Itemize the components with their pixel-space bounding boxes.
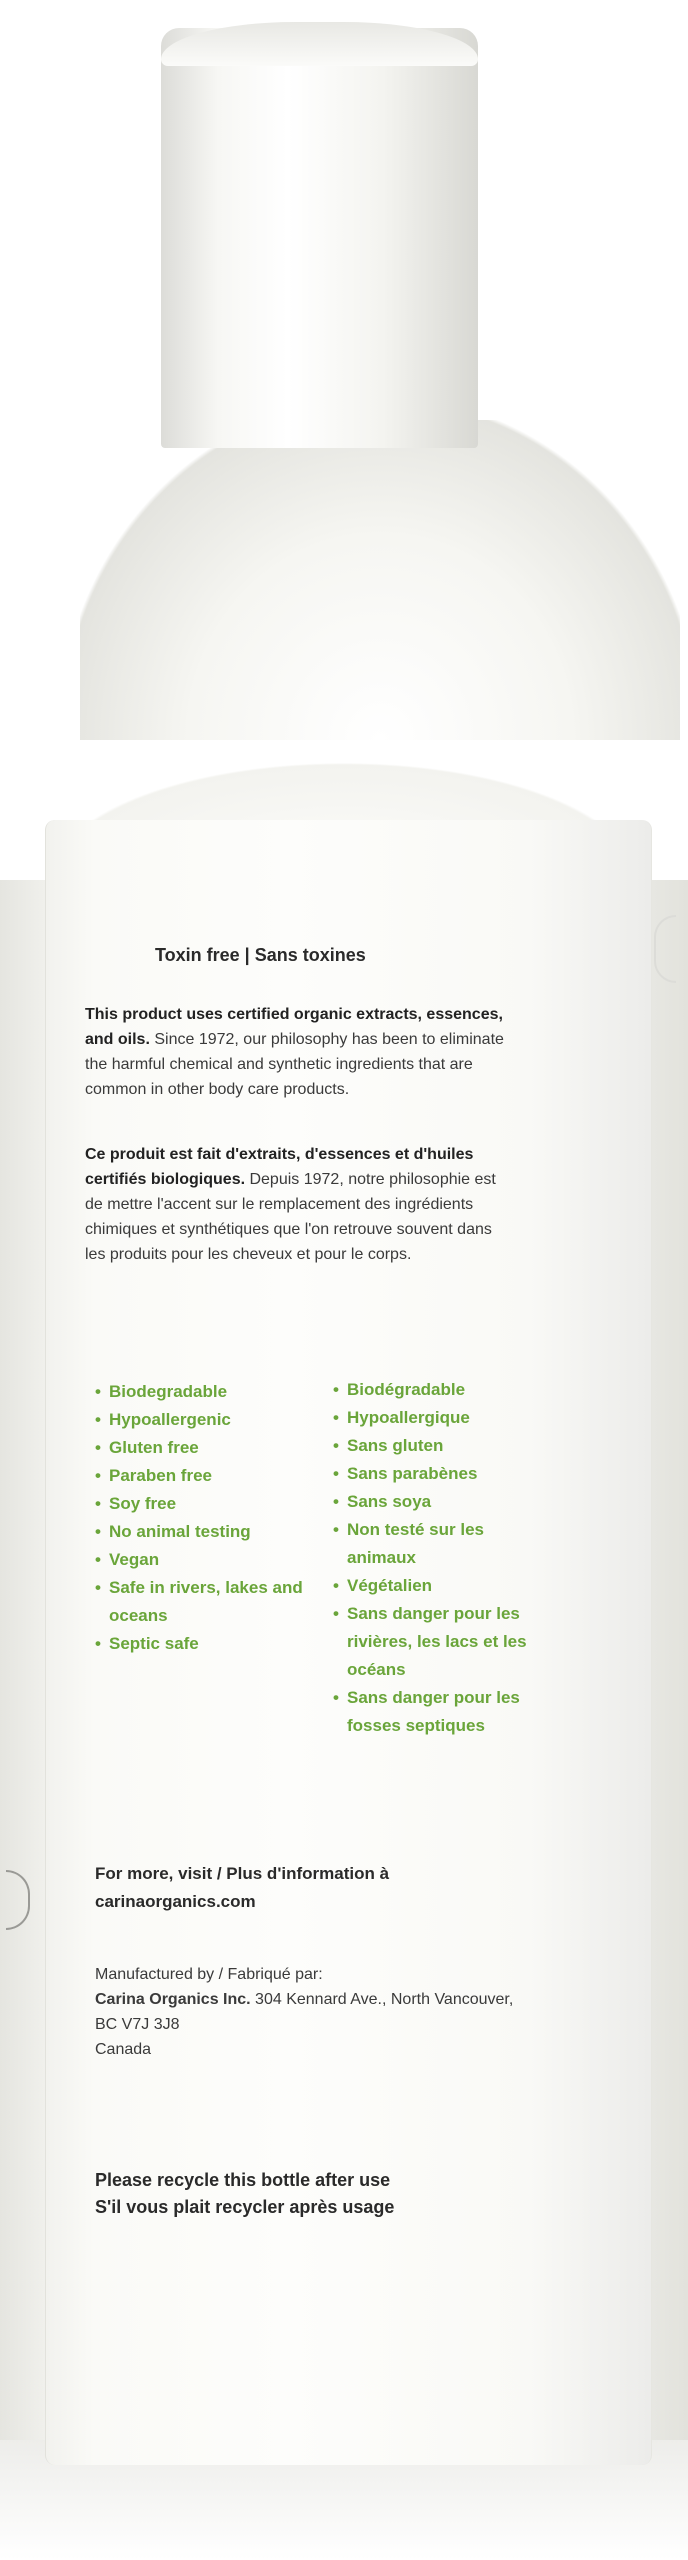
feature-item: • Sans gluten bbox=[333, 1432, 553, 1460]
website-link: carinaorganics.com bbox=[95, 1892, 256, 1911]
feature-item: • Biodégradable bbox=[333, 1376, 553, 1404]
feature-item: • Biodegradable bbox=[95, 1378, 315, 1406]
feature-item: • Soy free bbox=[95, 1490, 315, 1518]
english-intro-rest: Since 1972, our philosophy has been to eliminate the harmful chemical and synthetic ingredients that are common in other body care products. bbox=[85, 1031, 504, 1098]
english-intro bbox=[85, 1002, 505, 1102]
feature-item: • Safe in rivers, lakes and oceans bbox=[95, 1574, 315, 1630]
logo-edge-icon bbox=[654, 915, 676, 983]
visit-line: For more, visit / Plus d'information à bbox=[95, 1864, 390, 1883]
feature-item: • Sans danger pour les rivières, les lacs et les océans bbox=[333, 1600, 553, 1684]
features-list-french bbox=[333, 1376, 553, 1740]
manufactured-by-label: Manufactured by / Fabriqué par: bbox=[95, 1966, 323, 1983]
company-name: Carina Organics Inc. bbox=[95, 1991, 251, 2008]
feature-item: • Non testé sur les animaux bbox=[333, 1516, 553, 1572]
feature-item: • Sans parabènes bbox=[333, 1460, 553, 1488]
feature-item: • Vegan bbox=[95, 1546, 315, 1574]
feature-item: • Hypoallergique bbox=[333, 1404, 553, 1432]
feature-item: • Septic safe bbox=[95, 1630, 315, 1658]
feature-item: • Paraben free bbox=[95, 1462, 315, 1490]
recycle-french: S'il vous plait recycler après usage bbox=[95, 2197, 395, 2217]
feature-item: • Sans danger pour les fosses septiques bbox=[333, 1684, 553, 1740]
label-heading: Toxin free | Sans toxines bbox=[155, 945, 366, 965]
company-country: Canada bbox=[95, 2041, 152, 2058]
company-line bbox=[95, 1987, 515, 2037]
french-intro bbox=[85, 1142, 505, 1267]
feature-item: • Hypoallergenic bbox=[95, 1406, 315, 1434]
feature-item: • Gluten free bbox=[95, 1434, 315, 1462]
manufacturer-block bbox=[95, 1962, 515, 2062]
recycle-english: Please recycle this bottle after use bbox=[95, 2170, 391, 2190]
french-intro-rest: Depuis 1972, notre philosophie est de mettre l'accent sur le remplacement des ingrédients chimiques et synthétiques que l'on retrouve souvent dans les produits pour les cheveux et pour le corps. bbox=[85, 1171, 496, 1263]
feature-item: • Végétalien bbox=[333, 1572, 553, 1600]
bottle-cap bbox=[161, 28, 478, 448]
french-intro-bold: Ce produit est fait d'extraits, d'essences et d'huiles certifiés biologiques. bbox=[85, 1146, 474, 1188]
wrapped-label-edge bbox=[0, 940, 14, 1940]
feature-item: • Sans soya bbox=[333, 1488, 553, 1516]
bottle-neck bbox=[80, 420, 680, 740]
english-intro-bold: This product uses certified organic extracts, essences, and oils. bbox=[85, 1006, 503, 1048]
visit-block bbox=[95, 1860, 389, 1916]
feature-item: • No animal testing bbox=[95, 1518, 315, 1546]
recycle-block bbox=[95, 2167, 394, 2221]
features-list-english bbox=[95, 1378, 315, 1658]
company-address: 304 Kennard Ave., North Vancouver, BC V7J 3J8 bbox=[95, 1991, 514, 2033]
